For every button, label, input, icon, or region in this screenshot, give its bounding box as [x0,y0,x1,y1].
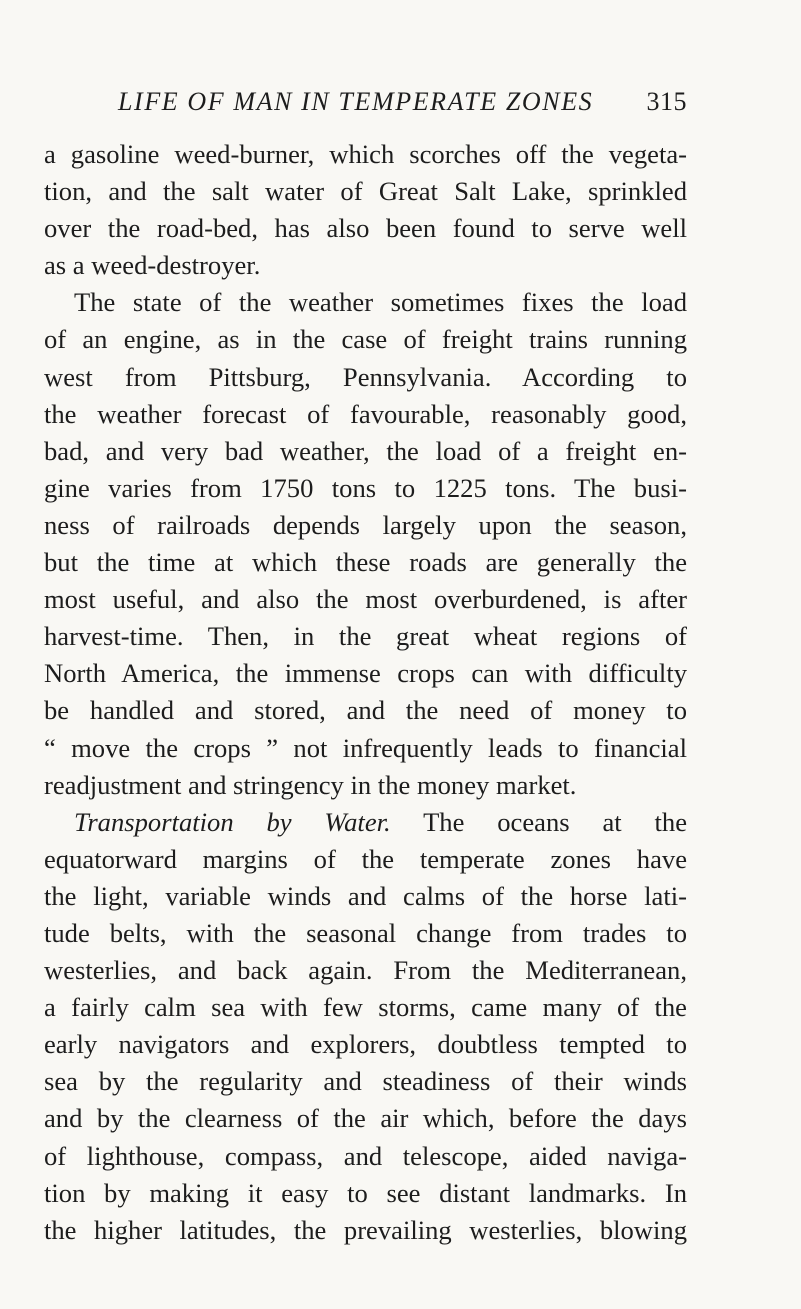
text-line: as a weed-destroyer. [44,250,261,281]
page-number: 315 [646,87,687,116]
text-line: the weather forecast of favourable, reasonably good, [44,398,687,429]
text-line: tude belts, with the seasonal change from trades to [44,917,687,948]
text-line: the higher latitudes, the prevailing westerlies, blowing [44,1214,687,1245]
text-line: over the road-bed, has also been found to serve well [44,213,687,244]
text-line: west from Pittsburg, Pennsylvania. According to [44,361,687,392]
body-text [44,136,687,1249]
text-line: of an engine, as in the case of freight trains running [44,324,687,355]
text-line: bad, and very bad weather, the load of a freight en- [44,435,687,466]
text-line: harvest-time. Then, in the great wheat regions of [44,621,687,652]
running-title: LIFE OF MAN IN TEMPERATE ZONES [118,87,594,116]
text-line: a gasoline weed-burner, which scorches off the vegeta- [44,139,687,169]
text-line: of lighthouse, compass, and telescope, aided naviga- [44,1140,687,1171]
text-line: equatorward margins of the temperate zones have [44,843,687,874]
running-head [118,82,687,122]
text-line: gine varies from 1750 tons to 1225 tons. The busi- [44,472,687,503]
text-line: a fairly calm sea with few storms, came many of the [44,992,687,1023]
text-line: tion, and the salt water of Great Salt Lake, sprinkled [44,176,687,207]
text-line: early navigators and explorers, doubtless tempted to [44,1029,687,1060]
text-line: North America, the immense crops can with difficulty [44,658,687,689]
text-line: the light, variable winds and calms of the horse lati- [44,880,687,911]
section-heading: Transportation by Water. [74,806,391,837]
text-line: westerlies, and back again. From the Mediterranean, [44,955,687,986]
text-line: sea by the regularity and steadiness of their winds [44,1066,687,1097]
text-line: tion by making it easy to see distant landmarks. In [44,1177,687,1208]
text-line: readjustment and stringency in the money market. [44,769,577,800]
text-fragment: The oceans at the [423,806,688,837]
text-line: “ move the crops ” not infrequently leads to financial [44,732,687,763]
text-line: ness of railroads depends largely upon the season, [44,509,687,540]
text-line: and by the clearness of the air which, before the days [44,1103,687,1134]
text-line [44,804,687,841]
text-line: but the time at which these roads are generally the [44,547,687,578]
text-line: The state of the weather sometimes fixes the load [74,287,687,318]
text-line: be handled and stored, and the need of money to [44,695,687,726]
text-line: most useful, and also the most overburdened, is after [44,584,687,615]
